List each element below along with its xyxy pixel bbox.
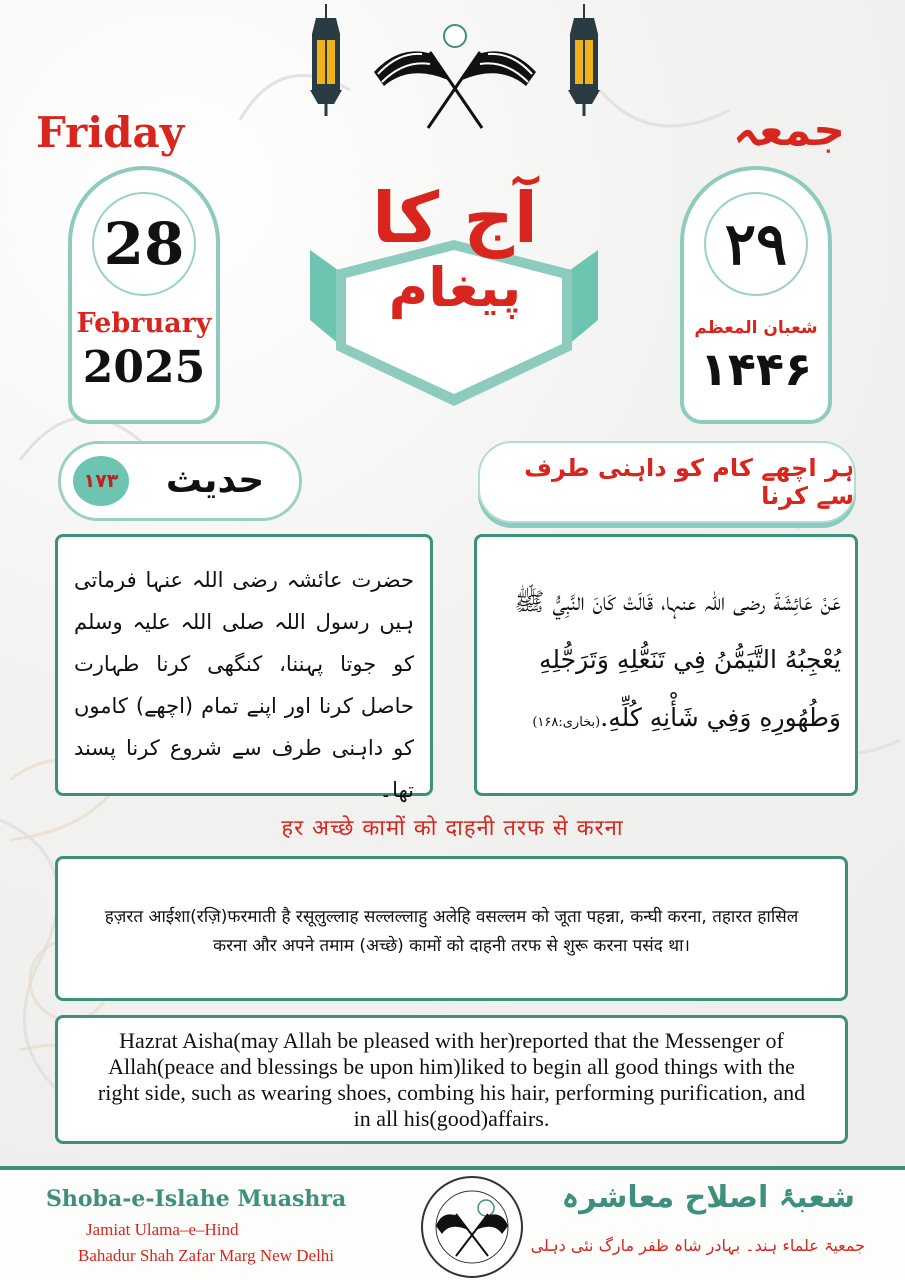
hindi-translation: हज़रत आईशा(रज़ि)फरमाती है रसूलुल्लाह सल्लल्लाहु अलेहि वसल्लम को जूता पहन्ना, कन्घी करना, तहारत हासिल करना और अपने तमाम (अच्छे) कामों को दाहनी तरफ से शुरू करना पसंद था। xyxy=(104,907,799,956)
footer-org-name-en: Jamiat Ulama–e–Hind xyxy=(86,1220,239,1239)
day-english: Friday xyxy=(36,108,185,157)
arabic-reference: (بخاری:۱۶۸) xyxy=(532,715,601,730)
arabic-line-3: وَطُهُورِهِ وَفِي شَأْنِهِ كُلِّهِ. xyxy=(600,703,841,732)
arabic-line-2: يُعْجِبُهُ التَّيَمُّنُ فِي تَنَعُّلِهِ وَتَرَجُّلِهِ xyxy=(538,645,841,674)
footer-address-en: Bahadur Shah Zafar Marg New Delhi xyxy=(78,1246,335,1265)
hindi-heading: हर अच्छे कामों को दाहनी तरफ से करना xyxy=(281,816,624,841)
crossed-flags-icon xyxy=(370,24,540,130)
title-line1: آج کا xyxy=(372,177,538,259)
lantern-right-icon xyxy=(562,4,606,116)
subject-urdu-pill xyxy=(478,441,856,523)
gregorian-month: February xyxy=(76,308,212,339)
english-translation: Hazrat Aisha(may Allah be pleased with her)reported that the Messenger of Allah(peace and blessings be upon him)liked to begin all good things with the right side, such as wearing shoes, combing his hair, performing purification, and in all his(good)affairs. xyxy=(97,1028,806,1131)
page-title xyxy=(330,178,580,318)
hijri-date-card xyxy=(680,166,832,424)
hadith-label: حدیث xyxy=(165,460,265,501)
hijri-day: ۲۹ xyxy=(704,192,808,296)
hijri-year: ۱۴۴۶ xyxy=(699,342,813,396)
english-translation-box xyxy=(55,1015,848,1144)
gregorian-day: 28 xyxy=(92,192,196,296)
footer xyxy=(0,1166,905,1280)
hindi-translation-box xyxy=(55,856,848,1001)
lantern-left-icon xyxy=(304,4,348,116)
footer-org-sub-ur: جمعیۃ علماء ہند۔ بہادر شاہ ظفر مارگ نئی دہلی xyxy=(530,1236,865,1255)
subject-urdu: ہر اچھے کام کو داہنی طرف سے کرنا xyxy=(524,454,854,510)
hadith-label-pill xyxy=(58,441,302,521)
arabic-hadith-box xyxy=(474,534,858,796)
arabic-line-1: عَنْ عَائِشَةَ رضی اللہ عنہا، قَالَتْ كَانَ النَّبِيُّ ﷺ xyxy=(514,587,841,616)
hijri-month: شعبان المعظم xyxy=(694,318,818,338)
footer-org-title-en: Shoba-e-Islahe Muashra xyxy=(46,1186,347,1212)
gregorian-year: 2025 xyxy=(82,342,206,393)
day-urdu: جمعہ xyxy=(733,105,845,156)
arabic-hadith xyxy=(489,573,841,752)
urdu-translation: حضرت عائشہ رضی اللہ عنہا فرماتی ہیں رسول اللہ صلی اللہ علیہ وسلم کو جوتا پہننا، کنگھی کرنا طہارت حاصل کرنا اور اپنے تمام (اچھے) کاموں کو داہنی طرف سے شروع کرنا پسند تھا۔ xyxy=(74,568,414,802)
urdu-translation-box xyxy=(55,534,433,802)
footer-org-title-ur: شعبۂ اصلاح معاشرہ xyxy=(561,1180,855,1215)
hadith-number: ۱۷۳ xyxy=(73,456,129,506)
title-line2: پیغام xyxy=(388,256,522,319)
gregorian-date-card xyxy=(68,166,220,424)
jamiat-seal-logo xyxy=(414,1174,530,1280)
